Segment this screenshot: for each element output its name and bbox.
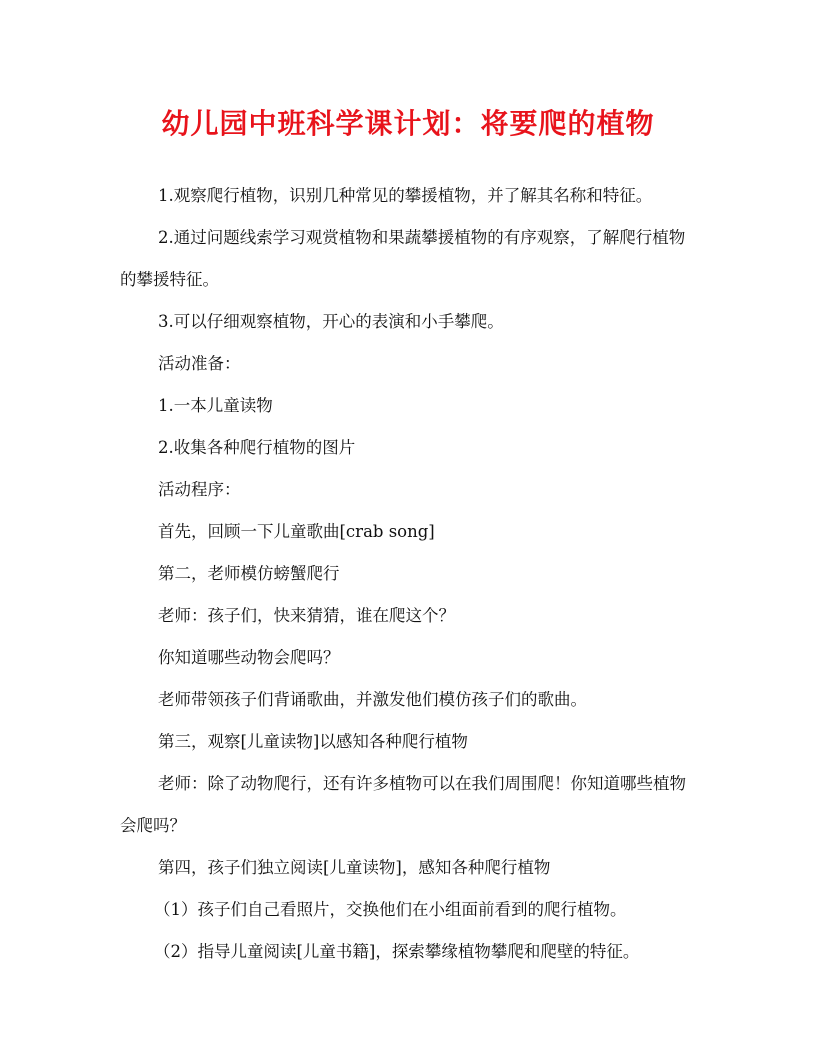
- paragraph-preparation-1: 1.一本儿童读物: [158, 396, 273, 415]
- paragraph-preparation-heading: 活动准备：: [158, 354, 241, 373]
- paragraph-teacher-question-3: 老师：除了动物爬行，还有许多植物可以在我们周围爬！你知道哪些植物会爬吗？: [120, 774, 686, 835]
- paragraph-substep-2: （2）指导儿童阅读[儿童书籍]，探索攀缘植物攀爬和爬壁的特征。: [154, 942, 640, 961]
- paragraph-preparation-2: 2.收集各种爬行植物的图片: [158, 438, 356, 457]
- paragraph-question-2: 你知道哪些动物会爬吗？: [158, 648, 340, 667]
- paragraph-step-1: 首先，回顾一下儿童歌曲[crab song]: [158, 522, 435, 541]
- paragraph-step-2: 第二，老师模仿螃蟹爬行: [158, 564, 340, 583]
- paragraph-step-4: 第四，孩子们独立阅读[儿童读物]，感知各种爬行植物: [158, 858, 551, 877]
- paragraph-step-3: 第三，观察[儿童读物]以感知各种爬行植物: [158, 732, 468, 751]
- paragraph-objective-2: 2.通过问题线索学习观赏植物和果蔬攀援植物的有序观察，了解爬行植物的攀援特征。: [120, 228, 686, 289]
- paragraph-substep-1: （1）孩子们自己看照片，交换他们在小组面前看到的爬行植物。: [154, 900, 627, 919]
- paragraph-objective-1: 1.观察爬行植物，识别几种常见的攀援植物，并了解其名称和特征。: [158, 186, 653, 205]
- document-title: 幼儿园中班科学课计划：将要爬的植物: [161, 107, 655, 140]
- paragraph-procedure-heading: 活动程序：: [158, 480, 241, 499]
- paragraph-teacher-lead: 老师带领孩子们背诵歌曲，并激发他们模仿孩子们的歌曲。: [158, 690, 587, 709]
- paragraph-teacher-question-1: 老师：孩子们，快来猜猜，谁在爬这个？: [158, 606, 455, 625]
- paragraph-objective-3: 3.可以仔细观察植物，开心的表演和小手攀爬。: [158, 312, 504, 331]
